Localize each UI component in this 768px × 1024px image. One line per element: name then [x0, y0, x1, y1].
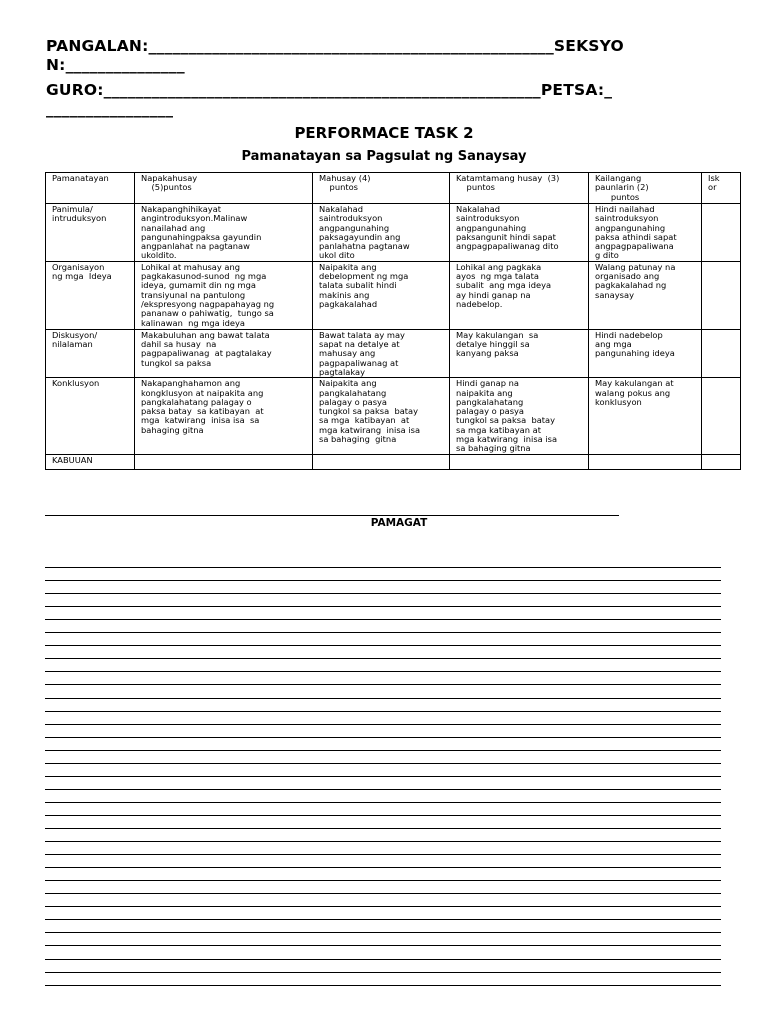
total-label: KABUUAN: [46, 455, 135, 470]
criterion-cell: Konklusyon: [46, 378, 135, 455]
writing-line[interactable]: [45, 880, 721, 881]
essay-title-label: PAMAGAT: [370, 517, 428, 529]
descriptor-cell: May kakulangan sa detalye hinggil sa kanyang paksa: [450, 329, 589, 377]
header-score: Isk or: [702, 173, 741, 204]
writing-line[interactable]: [45, 684, 721, 685]
descriptor-cell: May kakulangan at walang pokus ang konklusyon: [589, 378, 702, 455]
writing-line[interactable]: [45, 698, 721, 699]
writing-line[interactable]: [45, 789, 721, 790]
rubric-row-panimula: [46, 204, 741, 262]
criterion-cell: Panimula/ intruduksyon: [46, 204, 135, 262]
writing-line[interactable]: [45, 893, 721, 894]
teacher-date-line[interactable]: GURO:_______________________________________________________PETSA:_: [46, 81, 613, 99]
writing-line[interactable]: [45, 645, 721, 646]
writing-line[interactable]: [45, 906, 721, 907]
writing-line[interactable]: [45, 593, 721, 594]
descriptor-cell: Nakalahad saintroduksyon angpangunahing paksagayundin ang panlahatna pagtanaw ukol dito: [313, 204, 450, 262]
descriptor-cell: Naipakita ang pangkalahatang palagay o pasya tungkol sa paksa batay sa mga katibayan at mga katwirang inisa isa sa bahaging gitna: [313, 378, 450, 455]
header-level-4: Mahusay (4) puntos: [313, 173, 450, 204]
descriptor-cell: Lohikal at mahusay ang pagkakasunod-sunod ng mga ideya, gumamit din ng mga transiyunal na pantulong /ekspresyong nagpapahayag ng pananaw o pahiwatig, tungo sa kalinawan ng mga ideya: [135, 261, 313, 329]
score-cell[interactable]: [702, 261, 741, 329]
writing-line[interactable]: [45, 828, 721, 829]
writing-line[interactable]: [45, 972, 721, 973]
descriptor-cell: Nakapanghihikayat angintroduksyon.Malinaw nanailahad ang pangunahingpaksa gayundin angpanlahat na pagtanaw ukoldito.: [135, 204, 313, 262]
writing-line[interactable]: [45, 750, 721, 751]
rubric-table: [45, 172, 741, 470]
writing-line[interactable]: [45, 802, 721, 803]
writing-line[interactable]: [45, 711, 721, 712]
writing-line[interactable]: [45, 737, 721, 738]
writing-line[interactable]: [45, 959, 721, 960]
descriptor-cell: Hindi nadebelop ang mga pangunahing ideya: [589, 329, 702, 377]
rubric-total-row: [46, 455, 741, 470]
rubric-row-diskusyon: [46, 329, 741, 377]
total-cell[interactable]: [313, 455, 450, 470]
writing-line[interactable]: [45, 658, 721, 659]
section-continuation-line[interactable]: N:_______________: [46, 56, 185, 74]
page-title: PERFORMACE TASK 2: [294, 124, 474, 142]
writing-line[interactable]: [45, 724, 721, 725]
header-level-5: Napakahusay (5)puntos: [135, 173, 313, 204]
rubric-row-organisasyon: [46, 261, 741, 329]
writing-line[interactable]: [45, 776, 721, 777]
writing-line[interactable]: [45, 671, 721, 672]
descriptor-cell: Hindi nailahad saintroduksyon angpangunahing paksa athindi sapat angpagpapaliwana g dito: [589, 204, 702, 262]
writing-line[interactable]: [45, 932, 721, 933]
writing-line[interactable]: [45, 606, 721, 607]
descriptor-cell: Nakapanghahamon ang kongklusyon at naipakita ang pangkalahatang palagay o paksa batay sa katibayan at mga katwirang inisa isa sa bahaging gitna: [135, 378, 313, 455]
writing-line[interactable]: [45, 632, 721, 633]
writing-line[interactable]: [45, 619, 721, 620]
writing-line[interactable]: [45, 815, 721, 816]
total-cell[interactable]: [135, 455, 313, 470]
writing-line[interactable]: [45, 919, 721, 920]
name-section-line[interactable]: PANGALAN:___________________________________________________SEKSYO: [46, 37, 624, 55]
rubric-row-konklusyon: [46, 378, 741, 455]
total-score-cell[interactable]: [702, 455, 741, 470]
date-continuation-line[interactable]: ________________: [46, 100, 174, 118]
writing-line[interactable]: [45, 841, 721, 842]
criterion-cell: Diskusyon/ nilalaman: [46, 329, 135, 377]
header-level-3: Katamtamang husay (3) puntos: [450, 173, 589, 204]
descriptor-cell: Bawat talata ay may sapat na detalye at mahusay ang pagpapaliwanag at pagtalakay: [313, 329, 450, 377]
writing-line[interactable]: [45, 580, 721, 581]
descriptor-cell: Walang patunay na organisado ang pagkakalahad ng sanaysay: [589, 261, 702, 329]
page-subtitle: Pamanatayan sa Pagsulat ng Sanaysay: [241, 149, 527, 164]
total-cell[interactable]: [589, 455, 702, 470]
writing-line[interactable]: [45, 567, 721, 568]
writing-line[interactable]: [45, 867, 721, 868]
score-cell[interactable]: [702, 329, 741, 377]
criterion-cell: Organisayon ng mga Ideya: [46, 261, 135, 329]
score-cell[interactable]: [702, 204, 741, 262]
descriptor-cell: Hindi ganap na naipakita ang pangkalahatang palagay o pasya tungkol sa paksa batay sa mga katibayan at mga katwirang inisa isa sa bahaging gitna: [450, 378, 589, 455]
descriptor-cell: Lohikal ang pagkaka ayos ng mga talata subalit ang mga ideya ay hindi ganap na nadebelop.: [450, 261, 589, 329]
rubric-header-row: [46, 173, 741, 204]
descriptor-cell: Naipakita ang debelopment ng mga talata subalit hindi makinis ang pagkakalahad: [313, 261, 450, 329]
score-cell[interactable]: [702, 378, 741, 455]
writing-line[interactable]: [45, 854, 721, 855]
header-level-2: Kailangang paunlarin (2) puntos: [589, 173, 702, 204]
descriptor-cell: Makabuluhan ang bawat talata dahil sa husay na pagpapaliwanag at pagtalakay tungkol sa paksa: [135, 329, 313, 377]
total-cell[interactable]: [450, 455, 589, 470]
writing-line[interactable]: [45, 985, 721, 986]
title-write-line[interactable]: [45, 515, 619, 516]
header-criterion: Pamanatayan: [46, 173, 135, 204]
descriptor-cell: Nakalahad saintroduksyon angpangunahing paksangunit hindi sapat angpagpapaliwanag dito: [450, 204, 589, 262]
writing-line[interactable]: [45, 763, 721, 764]
writing-line[interactable]: [45, 945, 721, 946]
